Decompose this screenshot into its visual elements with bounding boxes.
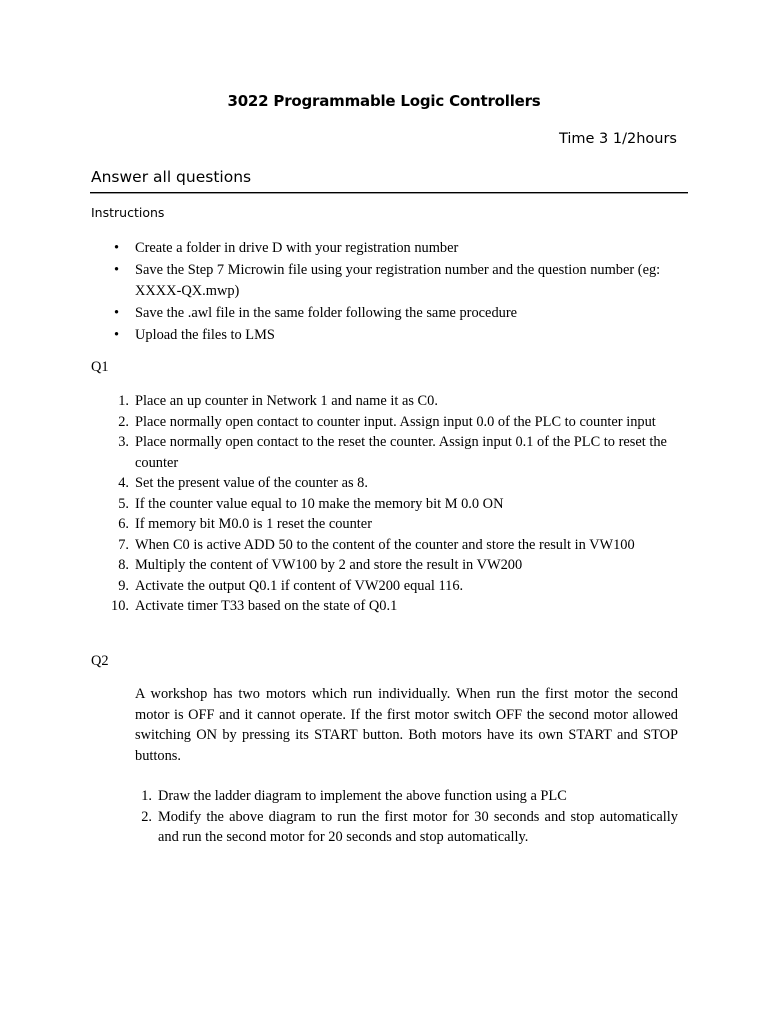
item-text: Activate timer T33 based on the state of Q0.1 — [135, 598, 398, 614]
instruction-item — [91, 303, 691, 324]
list-item — [118, 576, 695, 597]
list-item — [118, 473, 695, 494]
instruction-text: Create a folder in drive D with your registration number — [135, 240, 459, 256]
question-2-label: Q2 — [91, 653, 109, 669]
list-item — [118, 555, 695, 576]
list-item — [118, 494, 695, 515]
list-item — [118, 412, 695, 433]
instructions-list — [91, 238, 691, 347]
instruction-item — [91, 260, 691, 301]
instruction-item — [91, 238, 691, 259]
bullet-icon: • — [114, 326, 120, 343]
instruction-item — [91, 325, 691, 346]
question-2-list — [141, 786, 678, 848]
time-allowed: Time 3 1/2hours — [558, 131, 677, 147]
instructions-heading: Instructions — [91, 205, 165, 220]
item-number: 4. — [118, 475, 129, 491]
item-number: 6. — [118, 516, 129, 532]
horizontal-rule-shadow — [90, 193, 688, 194]
item-text: Place normally open contact to counter input. Assign input 0.0 of the PLC to counter input — [135, 413, 656, 430]
list-item — [118, 391, 695, 412]
item-text: Set the present value of the counter as 8. — [135, 475, 368, 491]
item-text: Draw the ladder diagram to implement the above function using a PLC — [158, 788, 567, 804]
item-number: 1. — [118, 393, 129, 409]
list-item — [118, 514, 695, 535]
item-number: 9. — [118, 577, 129, 594]
item-text: Modify the above diagram to run the first motor for 30 seconds and stop automatically and run the second motor for 20 seconds and stop automatically. — [158, 808, 678, 845]
instruction-text: Save the .awl file in the same folder following the same procedure — [135, 304, 518, 321]
item-number: 2. — [141, 808, 152, 825]
item-text: Multiply the content of VW100 by 2 and store the result in VW200 — [135, 557, 523, 573]
bullet-icon: • — [114, 304, 120, 321]
question-1-list — [111, 391, 695, 617]
list-item — [118, 535, 695, 556]
list-item — [141, 807, 678, 848]
item-number: 8. — [118, 557, 129, 573]
item-text: When C0 is active ADD 50 to the content of the counter and store the result in VW100 — [135, 536, 635, 553]
question-2-paragraph: A workshop has two motors which run individually. When run the first motor the second motor is OFF and it cannot operate. If the first motor switch OFF the second motor allowed switching ON by pressing its START button. Both motors have its own START and STOP buttons. — [135, 686, 678, 764]
question-1-label: Q1 — [91, 359, 109, 375]
item-number: 3. — [118, 434, 129, 450]
item-text: Place an up counter in Network 1 and name it as C0. — [135, 393, 438, 409]
item-text: Activate the output Q0.1 if content of VW200 equal 116. — [135, 577, 464, 594]
item-number: 1. — [141, 788, 152, 804]
bullet-icon: • — [114, 262, 120, 278]
list-item — [111, 596, 695, 617]
item-number: 10. — [111, 598, 129, 614]
list-item — [141, 786, 678, 807]
item-text: If memory bit M0.0 is 1 reset the counter — [135, 516, 372, 532]
instruction-text: Save the Step 7 Microwin file using your registration number and the question number (eg: XXXX-QX.mwp) — [135, 262, 661, 299]
item-number: 2. — [118, 413, 129, 430]
item-text: Place normally open contact to the reset the counter. Assign input 0.1 of the PLC to reset the counter — [135, 434, 667, 471]
answer-all-heading: Answer all questions — [91, 168, 252, 186]
instruction-text: Upload the files to LMS — [135, 326, 275, 343]
item-number: 7. — [118, 536, 129, 553]
item-text: If the counter value equal to 10 make the memory bit M 0.0 ON — [135, 495, 504, 512]
bullet-icon: • — [114, 240, 120, 256]
list-item — [118, 432, 695, 473]
item-number: 5. — [118, 495, 129, 512]
document-title: 3022 Programmable Logic Controllers — [227, 92, 541, 110]
